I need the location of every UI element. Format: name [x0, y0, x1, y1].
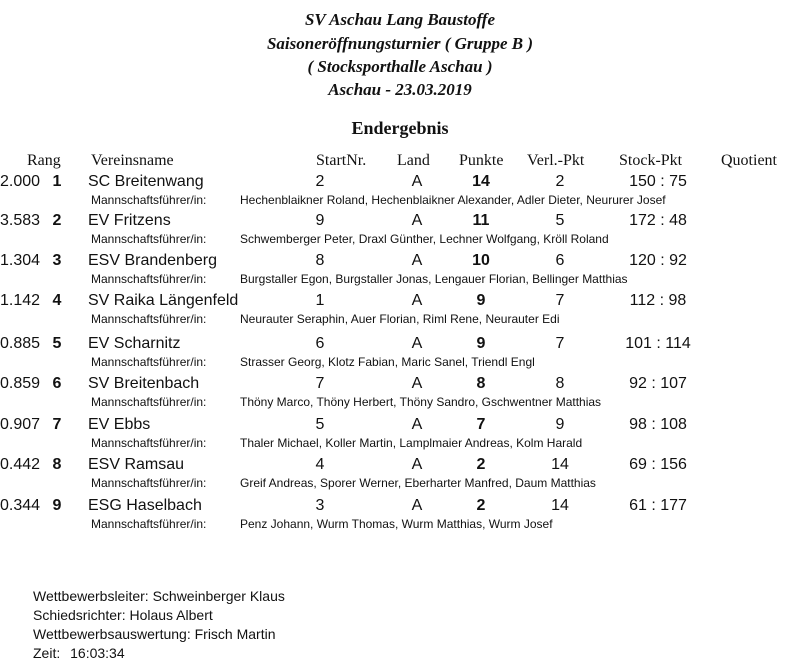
- col-punkte: Punkte: [459, 152, 504, 169]
- rank-cell: 8: [52, 456, 62, 473]
- punkte-cell: 9: [476, 335, 486, 352]
- captain-label: Mannschaftsführer/in:: [91, 517, 207, 531]
- quotient-cell: 0.442: [0, 456, 41, 473]
- header-date: Aschau - 23.03.2019: [328, 80, 472, 99]
- footer-zeit-label: Zeit:: [33, 645, 61, 661]
- club-name: ESV Brandenberg: [88, 252, 217, 269]
- header-tournament: Saisoneröffnungsturnier ( Gruppe B ): [266, 34, 534, 53]
- captain-label: Mannschaftsführer/in:: [91, 355, 207, 369]
- verl-pkt-cell: 14: [551, 456, 569, 473]
- header-club: SV Aschau Lang Baustoffe: [304, 10, 496, 29]
- punkte-cell: 14: [472, 173, 490, 190]
- land-cell: A: [411, 212, 423, 229]
- club-name: SV Breitenbach: [88, 375, 200, 392]
- table-row: [0, 292, 800, 332]
- rank-cell: 9: [52, 497, 62, 514]
- col-stock-pkt: Stock-Pkt: [619, 152, 683, 169]
- land-cell: A: [411, 173, 423, 190]
- startnr-cell: 9: [315, 212, 325, 229]
- table-row: [0, 375, 800, 415]
- quotient-cell: 1.304: [0, 252, 41, 269]
- rank-cell: 1: [52, 173, 62, 190]
- table-row: [0, 173, 800, 213]
- land-cell: A: [411, 416, 423, 433]
- captain-names: Thaler Michael, Koller Martin, Lamplmaier Andreas, Kolm Harald: [240, 436, 583, 450]
- table-row: [0, 212, 800, 252]
- captain-names: Penz Johann, Wurm Thomas, Wurm Matthias, Wurm Josef: [240, 517, 553, 531]
- captain-names: Burgstaller Egon, Burgstaller Jonas, Lengauer Florian, Bellinger Matthias: [240, 272, 628, 286]
- startnr-cell: 6: [315, 335, 325, 352]
- captain-names: Schwemberger Peter, Draxl Günther, Lechner Wolfgang, Kröll Roland: [240, 232, 609, 246]
- stock-pkt-cell: 150 : 75: [629, 173, 687, 190]
- rank-cell: 2: [52, 212, 62, 229]
- club-name: EV Fritzens: [88, 212, 171, 229]
- quotient-cell: 0.885: [0, 335, 41, 352]
- verl-pkt-cell: 6: [555, 252, 565, 269]
- table-row: [0, 497, 800, 537]
- stock-pkt-cell: 92 : 107: [629, 375, 687, 392]
- captain-label: Mannschaftsführer/in:: [91, 436, 207, 450]
- table-row: [0, 416, 800, 456]
- result-title: Endergebnis: [351, 118, 449, 138]
- footer-zeit: [33, 645, 125, 661]
- land-cell: A: [411, 335, 423, 352]
- captain-label: Mannschaftsführer/in:: [91, 312, 207, 326]
- rank-cell: 7: [52, 416, 62, 433]
- captain-names: Strasser Georg, Klotz Fabian, Maric Sanel, Triendl Engl: [240, 355, 535, 369]
- quotient-cell: 1.142: [0, 292, 41, 309]
- verl-pkt-cell: 2: [555, 173, 565, 190]
- club-name: ESG Haselbach: [88, 497, 202, 514]
- captain-names: Greif Andreas, Sporer Werner, Eberharter Manfred, Daum Matthias: [240, 476, 596, 490]
- col-land: Land: [397, 152, 430, 169]
- quotient-cell: 0.859: [0, 375, 41, 392]
- startnr-cell: 1: [315, 292, 325, 309]
- quotient-cell: 2.000: [0, 173, 41, 190]
- club-name: EV Ebbs: [88, 416, 151, 433]
- rank-cell: 3: [52, 252, 62, 269]
- punkte-cell: 8: [476, 375, 486, 392]
- punkte-cell: 11: [472, 212, 490, 229]
- stock-pkt-cell: 98 : 108: [629, 416, 687, 433]
- land-cell: A: [411, 497, 423, 514]
- verl-pkt-cell: 9: [555, 416, 565, 433]
- captain-label: Mannschaftsführer/in:: [91, 395, 207, 409]
- startnr-cell: 2: [315, 173, 325, 190]
- punkte-cell: 2: [476, 456, 486, 473]
- captain-label: Mannschaftsführer/in:: [91, 193, 207, 207]
- footer-wettbewerbsleiter: Wettbewerbsleiter: Schweinberger Klaus: [33, 588, 285, 604]
- header-venue: ( Stocksporthalle Aschau ): [307, 57, 493, 76]
- club-name: SC Breitenwang: [88, 173, 204, 190]
- stock-pkt-cell: 101 : 114: [625, 335, 691, 352]
- captain-label: Mannschaftsführer/in:: [91, 476, 207, 490]
- table-row: [0, 335, 800, 375]
- quotient-cell: 0.907: [0, 416, 41, 433]
- club-name: ESV Ramsau: [88, 456, 185, 473]
- col-startnr: StartNr.: [316, 152, 367, 169]
- stock-pkt-cell: 69 : 156: [629, 456, 687, 473]
- captain-label: Mannschaftsführer/in:: [91, 232, 207, 246]
- col-vereinsname: Vereinsname: [91, 152, 174, 169]
- verl-pkt-cell: 14: [551, 497, 569, 514]
- startnr-cell: 3: [315, 497, 325, 514]
- punkte-cell: 10: [472, 252, 490, 269]
- footer-zeit-value: 16:03:34: [70, 645, 125, 661]
- table-row: [0, 456, 800, 496]
- stock-pkt-cell: 61 : 177: [629, 497, 687, 514]
- club-name: SV Raika Längenfeld: [88, 292, 239, 309]
- col-rang: Rang: [27, 152, 61, 169]
- punkte-cell: 9: [476, 292, 486, 309]
- punkte-cell: 7: [476, 416, 486, 433]
- punkte-cell: 2: [476, 497, 486, 514]
- stock-pkt-cell: 172 : 48: [629, 212, 687, 229]
- land-cell: A: [411, 375, 423, 392]
- captain-names: Thöny Marco, Thöny Herbert, Thöny Sandro, Gschwentner Matthias: [240, 395, 602, 409]
- stock-pkt-cell: 112 : 98: [629, 292, 687, 309]
- footer-schiedsrichter: Schiedsrichter: Holaus Albert: [33, 607, 213, 623]
- captain-names: Hechenblaikner Roland, Hechenblaikner Alexander, Adler Dieter, Neururer Josef: [240, 193, 666, 207]
- startnr-cell: 4: [315, 456, 325, 473]
- verl-pkt-cell: 8: [555, 375, 565, 392]
- rank-cell: 5: [52, 335, 62, 352]
- footer-auswertung: Wettbewerbsauswertung: Frisch Martin: [33, 626, 276, 642]
- verl-pkt-cell: 5: [555, 212, 565, 229]
- land-cell: A: [411, 456, 423, 473]
- captain-names: Neurauter Seraphin, Auer Florian, Riml Rene, Neurauter Edi: [240, 312, 560, 326]
- startnr-cell: 8: [315, 252, 325, 269]
- col-quotient: Quotient: [721, 152, 777, 169]
- col-verl-pkt: Verl.-Pkt: [527, 152, 585, 169]
- club-name: EV Scharnitz: [88, 335, 181, 352]
- rank-cell: 6: [52, 375, 62, 392]
- verl-pkt-cell: 7: [555, 292, 565, 309]
- table-row: [0, 252, 800, 292]
- land-cell: A: [411, 292, 423, 309]
- quotient-cell: 3.583: [0, 212, 41, 229]
- land-cell: A: [411, 252, 423, 269]
- startnr-cell: 7: [315, 375, 325, 392]
- startnr-cell: 5: [315, 416, 325, 433]
- rank-cell: 4: [52, 292, 62, 309]
- captain-label: Mannschaftsführer/in:: [91, 272, 207, 286]
- verl-pkt-cell: 7: [555, 335, 565, 352]
- stock-pkt-cell: 120 : 92: [629, 252, 687, 269]
- quotient-cell: 0.344: [0, 497, 41, 514]
